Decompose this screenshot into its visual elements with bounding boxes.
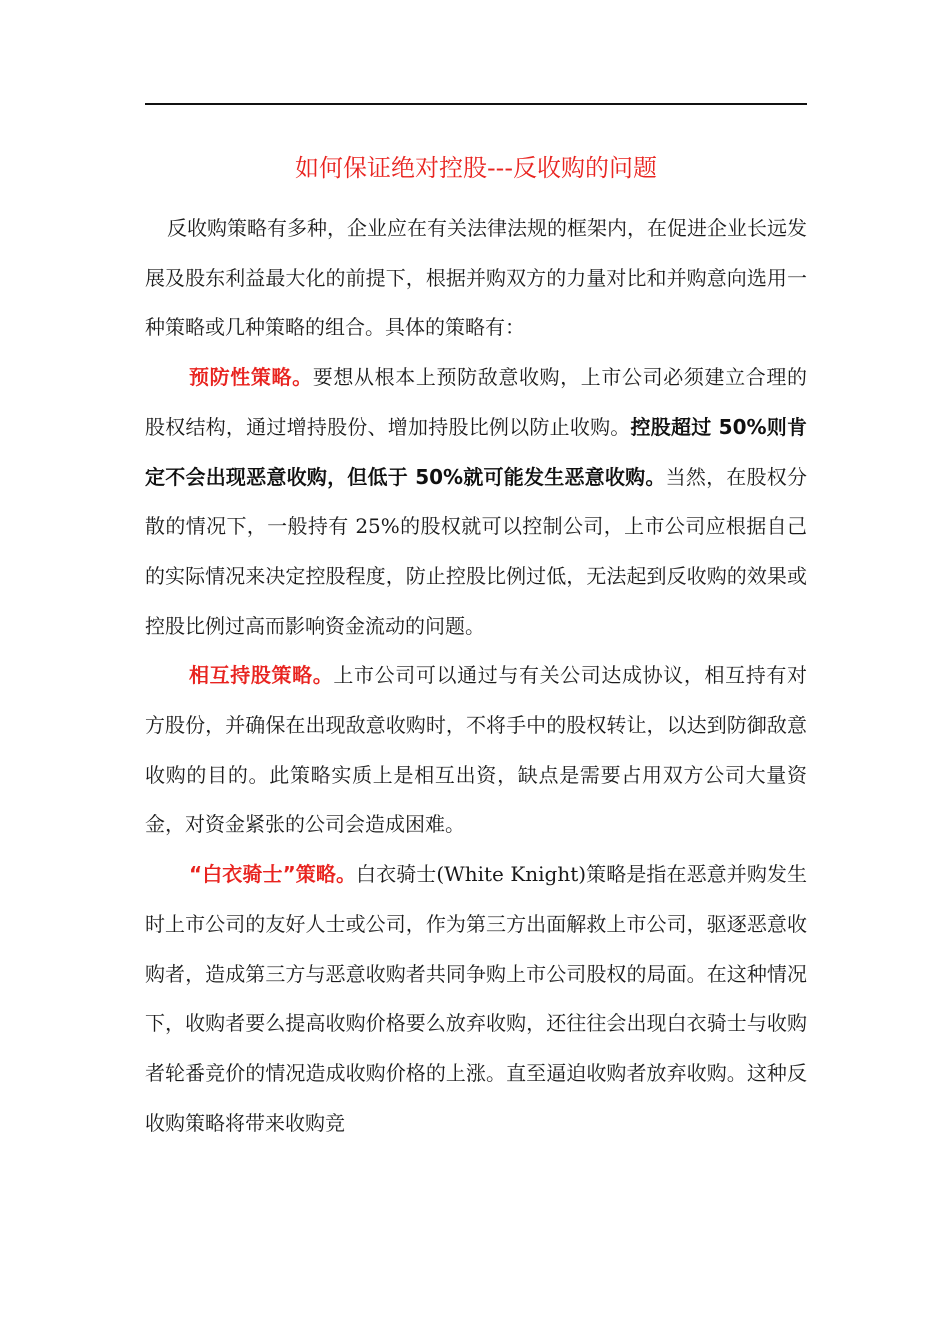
- section-heading-cross-holding: 相互持股策略。: [189, 663, 334, 688]
- intro-paragraph: 反收购策略有多种，企业应在有关法律法规的框架内，在促进企业长远发展及股东利益最大化的前提下，根据并购双方的力量对比和并购意向选用一种策略或几种策略的组合。具体的策略有：: [145, 216, 807, 340]
- section-heading-white-knight: “白衣骑士”策略。: [189, 862, 357, 887]
- section-heading-preventive: 预防性策略。: [189, 365, 313, 390]
- section-text-preventive-b: 当然，在股权分散的情况下，一般持有 25%的股权就可以控制公司，上市公司应根据自己的实际情况来决定控股程度，防止控股比例过低，无法起到反收购的效果或控股比例过高而影响资金流动的问题。: [145, 464, 807, 638]
- document-title: 如何保证绝对控股---反收购的问题: [295, 154, 657, 183]
- section-cross-holding: [145, 651, 807, 850]
- section-bold-preventive: 控股超过 50%则肯定不会出现恶意收购，但低于 50%就可能发生恶意收购。: [145, 414, 807, 489]
- section-text-preventive-a: 要想从根本上预防敌意收购，上市公司必须建立合理的股权结构，通过增持股份、增加持股比例以防止收购。: [145, 365, 808, 439]
- section-text-white-knight: 白衣骑士(White Knight)策略是指在恶意并购发生时上市公司的友好人士或公司，作为第三方出面解救上市公司，驱逐恶意收购者，造成第三方与恶意收购者共同争购上市公司股权的局面。在这种情况下，收购者要么提高收购价格要么放弃收购，还往往会出现白衣骑士与收购者轮番竞价的情况造成收购价格的上涨。直至逼迫收购者放弃收购。这种反收购策略将带来收购竞: [145, 862, 807, 1135]
- section-text-cross-holding: 上市公司可以通过与有关公司达成协议，相互持有对方股份，并确保在出现敌意收购时，不将手中的股权转让，以达到防御敌意收购的目的。此策略实质上是相互出资，缺点是需要占用双方公司大量资金，对资金紧张的公司会造成困难。: [145, 663, 808, 837]
- section-preventive: [145, 353, 807, 651]
- section-white-knight: [145, 850, 807, 1148]
- header-rule: [145, 103, 807, 105]
- document-body: [145, 204, 807, 1148]
